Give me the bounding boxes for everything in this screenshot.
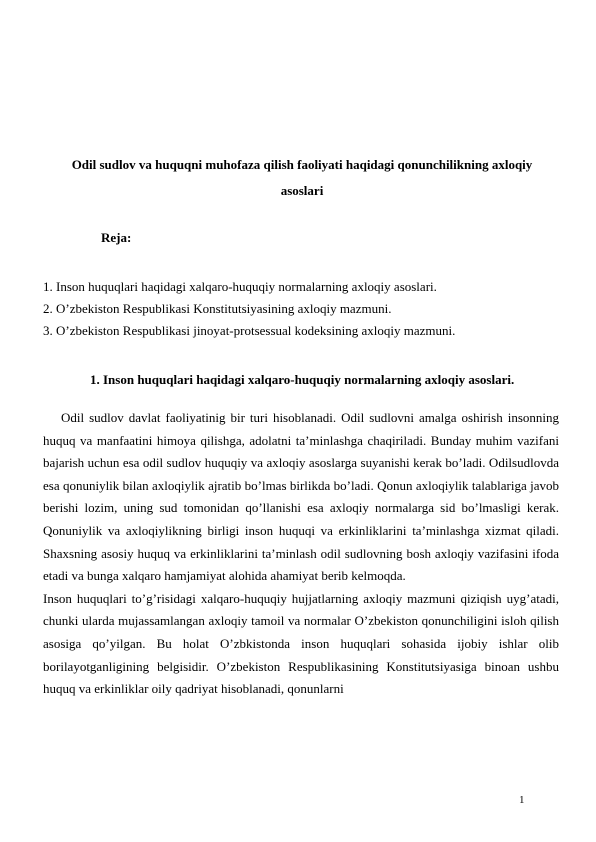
paragraph-2: Inson huquqlari to’g’risidagi xalqaro-huquqiy hujjatlarning axloqiy mazmuni qiziqish uyg’atadi, chunki ularda mujassamlangan axloqiy tamoil va normalar O’zbekiston qonunchiligini isloh qilish asosiga qo’yilgan. Bu holat O’zbkistonda inson huquqlari sohasida ijobiy ishlar olib borilayotganligining belgisidir. O’zbekiston Respublikasining Konstitutsiyasiga binoan ushbu huquq va erkinliklar oily qadriyat hisoblanadi, qonunlarni [43, 590, 559, 697]
plan-list [43, 276, 455, 342]
document-title: Odil sudlov va huquqni muhofaza qilish faoliyati haqidagi qonunchilikning axloqiy asoslari [71, 157, 533, 198]
paragraph-1: Odil sudlov davlat faoliyatinig bir turi hisoblanadi. Odil sudlovni amalga oshirish insonning huquq va manfaatini himoya qilishga, adolatni ta’minlashga chaqiriladi. Bunday muhim vazifani bajarish uchun esa odil sudlov huquqiy va axloqiy asoslarga suyanishi kerak bo’ladi. Odilsudlovda esa qonuniylik bilan axloqiylik ajratib bo’lmas birlikda bo’ladi. Qonun axloqiylik talablariga javob berishi lozim, uning sud tomonidan qo’llanishi esa axloqiy normalarga sid bo’lmasligi kerak. Qonuniylik va axloqiylikning birligi inson huquqi va erkinliklarini ta’minlashga xizmat qiladi. Shaxsning asosiy huquq va erkinliklarini ta’minlash odil sudlovning bosh axloqiy vazifasini ifoda etadi va bunga xalqaro hamjamiyat alohida ahamiyat berib kelmoqda. [43, 410, 559, 584]
page-number: 1 [519, 794, 525, 806]
plan-item-1: 1. Inson huquqlari haqidagi xalqaro-huquqiy normalarning axloqiy asoslari. [43, 279, 437, 294]
plan-item-2: 2. O’zbekiston Respublikasi Konstitutsiyasining axloqiy mazmuni. [43, 301, 392, 316]
plan-heading: Reja: [101, 230, 132, 245]
section-heading: 1. Inson huquqlari haqidagi xalqaro-huquqiy normalarning axloqiy asoslari. [90, 372, 515, 387]
plan-item-3: 3. O’zbekiston Respublikasi jinoyat-protsessual kodeksining axloqiy mazmuni. [43, 323, 456, 338]
body-text [43, 407, 559, 701]
